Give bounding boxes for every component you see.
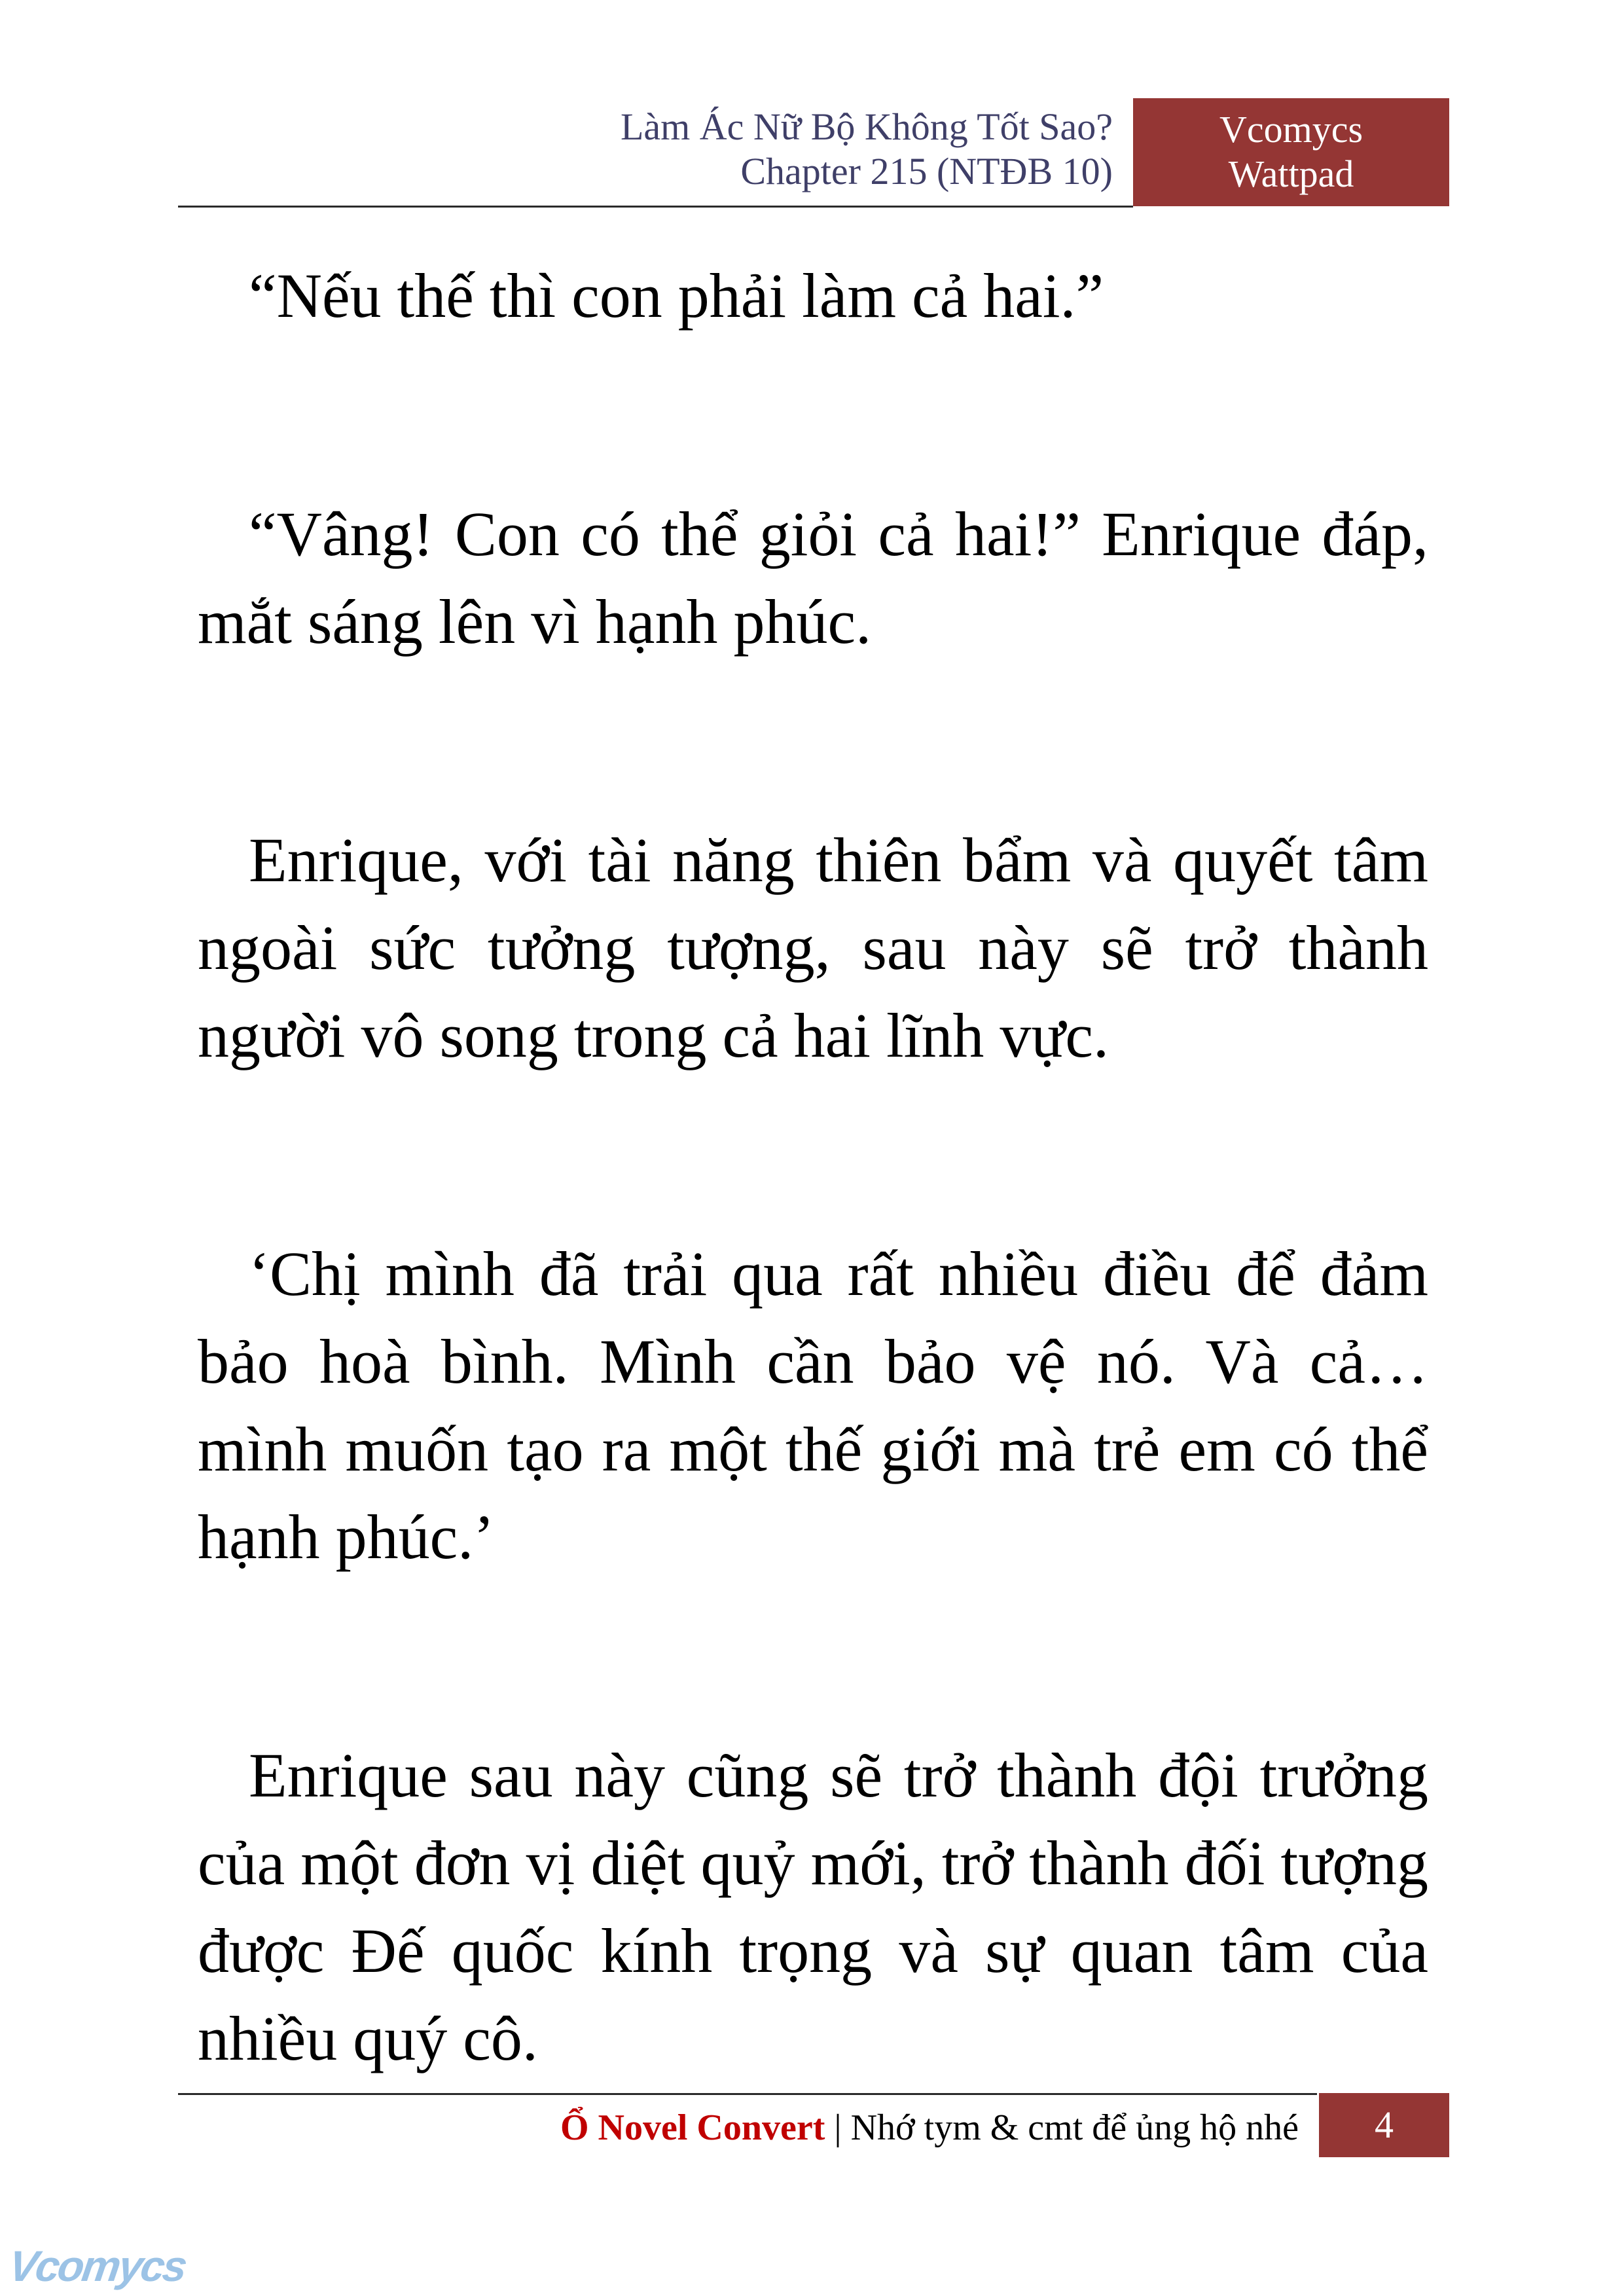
paragraph-4: ‘Chị mình đã trải qua rất nhiều điều để đảm bảo hoà bình. Mình cần bảo vệ nó. Và cả… mình muốn tạo ra một thế giới mà trẻ em có thể hạnh phúc.’ — [198, 1239, 1428, 1572]
footer-separator: | — [834, 2107, 842, 2148]
page-footer — [178, 2102, 1299, 2154]
header-divider — [178, 206, 1133, 208]
page-number: 4 — [1319, 2093, 1449, 2157]
footer-brand: Ổ Novel Convert — [560, 2107, 825, 2148]
paragraph-1: “Nếu thế thì con phải làm cả hai.” — [249, 261, 1104, 331]
paragraph-2: “Vâng! Con có thể giỏi cả hai!” Enrique đáp, mắt sáng lên vì hạnh phúc. — [198, 499, 1428, 657]
footer-message: Nhớ tym & cmt để ủng hộ nhé — [850, 2107, 1299, 2148]
watermark-logo: Vcomycs — [5, 2242, 189, 2290]
paragraph-3: Enrique, với tài năng thiên bẩm và quyết tâm ngoài sức tưởng tượng, sau này sẽ trở thành người vô song trong cả hai lĩnh vực. — [198, 825, 1428, 1070]
chapter-label: Chapter 215 (NTĐB 10) — [740, 150, 1113, 192]
site-name: Vcomycs — [1219, 108, 1363, 151]
book-title: Làm Ác Nữ Bộ Không Tốt Sao? — [620, 105, 1113, 148]
platform-name: Wattpad — [1228, 153, 1354, 195]
footer-divider — [178, 2093, 1317, 2095]
paragraph-5: Enrique sau này cũng sẽ trở thành đội trưởng của một đơn vị diệt quỷ mới, trở thành đối tượng được Đế quốc kính trọng và sự quan tâm của nhiều quý cô. — [198, 1740, 1428, 2073]
chapter-body — [198, 252, 1428, 2233]
site-badge — [1133, 98, 1449, 206]
running-header — [183, 105, 1113, 194]
